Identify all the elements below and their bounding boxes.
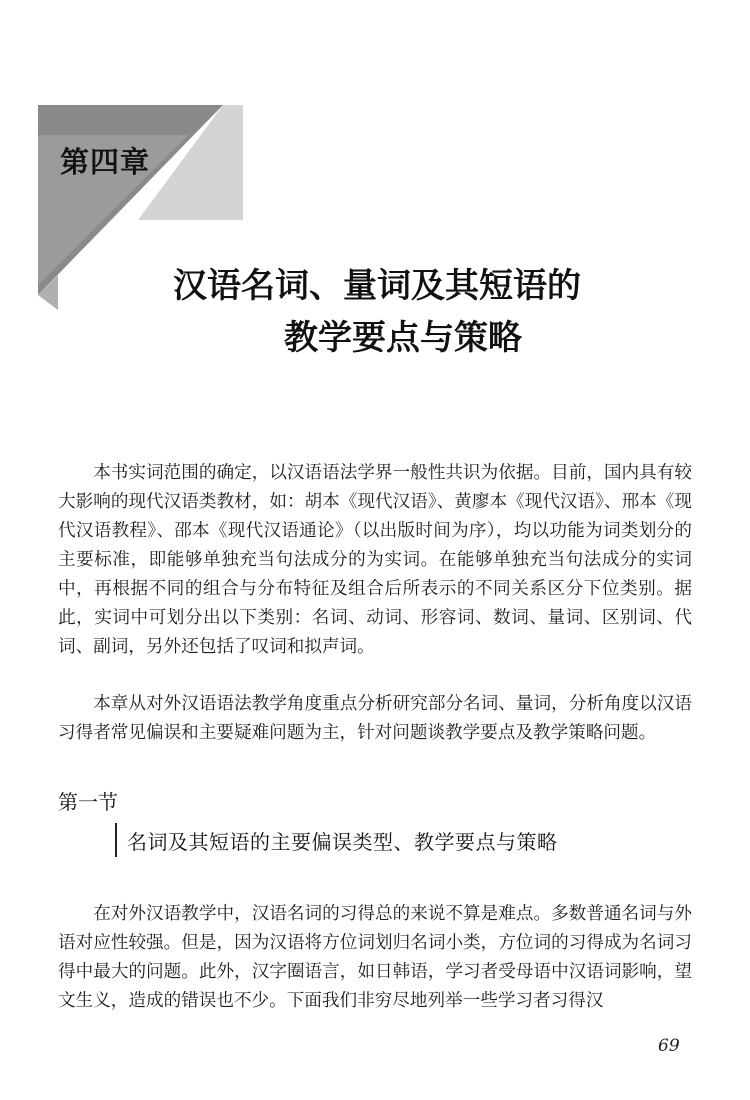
section-body-paragraph: 在对外汉语教学中，汉语名词的习得总的来说不算是难点。多数普通名词与外语对应性较强。但是，因为汉语将方位词划归名词小类，方位词的习得成为名词习得中最大的问题。此外，汉字圈语言，如日韩语，学习者受母语中汉语词影响，望文生义，造成的错误也不少。下面我们非穷尽地列举一些学习者习得汉 xyxy=(58,904,692,1011)
section-label: 第一节 xyxy=(58,790,118,814)
section-heading xyxy=(115,821,558,859)
chapter-title-line2: 教学要点与策略 xyxy=(284,318,522,358)
section-title: 名词及其短语的主要偏误类型、教学要点与策略 xyxy=(127,829,558,854)
intro-paragraph-2: 本章从对外汉语语法教学角度重点分析研究部分名词、量词，分析角度以汉语习得者常见偏误和主要疑难问题为主，针对问题谈教学要点及教学策略问题。 xyxy=(58,694,692,743)
page-number: 69 xyxy=(658,1036,680,1056)
chapter-label: 第四章 xyxy=(60,145,151,179)
intro-paragraph-1: 本书实词范围的确定，以汉语语法学界一般性共识为依据。目前，国内具有较大影响的现代汉语类教材，如：胡本《现代汉语》、黄廖本《现代汉语》、邢本《现代汉语教程》、邵本《现代汉语通论》（以出版时间为序），均以功能为词类划分的主要标准，即能够单独充当句法成分的为实词。在能够单独充当句法成分的实词中，再根据不同的组合与分布特征及组合后所表示的不同关系区分下位类别。据此，实词中可划分出以下类别：名词、动词、形容词、数词、量词、区别词、代词、副词，另外还包括了叹词和拟声词。 xyxy=(58,463,692,657)
section-divider-bar xyxy=(115,823,117,857)
chapter-title-line1: 汉语名词、量词及其短语的 xyxy=(173,266,581,306)
